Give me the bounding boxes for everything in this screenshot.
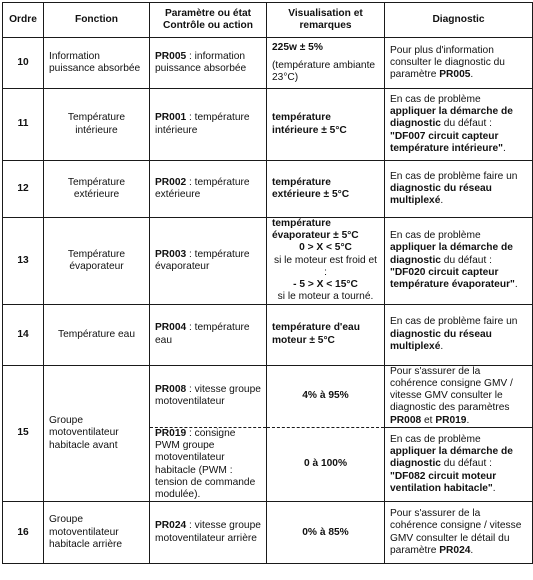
diag-end: . xyxy=(440,340,444,352)
param-text: : température intérieure xyxy=(155,112,250,136)
header-row xyxy=(3,3,533,38)
fonction-cell: Groupe motoventilateur habitacle arrière xyxy=(44,502,150,564)
fonction-cell: Température intérieure xyxy=(44,89,150,161)
table-row xyxy=(3,161,533,218)
vis-range-warm: - 5 > X < 15°C xyxy=(293,279,358,291)
ordre-cell: 16 xyxy=(3,502,44,564)
visualisation-cell xyxy=(267,304,385,365)
diag-text: Pour s'assurer de la cohérence consigne / vitesse GMV consulter le détail du paramètre xyxy=(390,508,522,556)
diag-pre: En cas de problème faire un xyxy=(390,316,518,328)
vis-note-warm: si le moteur a tourné. xyxy=(277,291,374,303)
header-fonction: Fonction xyxy=(44,3,150,38)
param-code: PR019 xyxy=(155,427,187,439)
diag-bold: appliquer la démarche de diagnostic xyxy=(390,106,513,130)
diagnostic-cell xyxy=(385,427,533,501)
parametre-cell xyxy=(150,89,267,161)
diag-end: . xyxy=(440,195,444,207)
param-code: PR024 xyxy=(155,520,187,532)
ordre-cell: 13 xyxy=(3,218,44,305)
ordre-cell: 11 xyxy=(3,89,44,161)
diag-quote: "DF082 circuit moteur ventilation habitacle" xyxy=(390,470,497,494)
parametre-cell xyxy=(150,218,267,305)
visualisation-cell xyxy=(267,38,385,89)
diag-code: PR008 xyxy=(390,414,422,426)
ordre-cell: 10 xyxy=(3,38,44,89)
diagnostic-cell xyxy=(385,365,533,427)
diagnostic-cell xyxy=(385,218,533,305)
vis-value: 4% à 95% xyxy=(302,390,349,402)
table-row xyxy=(3,89,533,161)
table-row xyxy=(3,365,533,427)
param-text: : information puissance absorbée xyxy=(155,50,247,74)
param-code: PR002 xyxy=(155,176,187,188)
parametre-cell xyxy=(150,427,267,501)
diag-mid: du défaut : xyxy=(440,254,492,266)
diag-bold: appliquer la démarche de diagnostic xyxy=(390,242,513,266)
param-code: PR008 xyxy=(155,383,187,395)
diag-and: et xyxy=(421,414,436,426)
diag-bold: appliquer la démarche de diagnostic xyxy=(390,446,513,470)
diagnostic-cell xyxy=(385,304,533,365)
ordre-cell: 14 xyxy=(3,304,44,365)
fonction-cell: Température extérieure xyxy=(44,161,150,218)
header-ordre: Ordre xyxy=(3,3,44,38)
ordre-cell: 12 xyxy=(3,161,44,218)
diag-text: Pour s'assurer de la cohérence consigne GMV / vitesse GMV consulter le diagnostic des paramètres xyxy=(390,365,513,414)
diag-mid: du défaut : xyxy=(440,458,492,470)
diag-end: . xyxy=(466,414,470,426)
diag-pre: En cas de problème xyxy=(390,230,481,242)
vis-value: 0 à 100% xyxy=(303,458,348,470)
diag-end: . xyxy=(492,482,496,494)
diag-text: Pour plus d'information consulter le diagnostic du paramètre xyxy=(390,44,505,81)
fonction-cell: Température eau xyxy=(44,304,150,365)
table-row xyxy=(3,218,533,305)
diag-mid: du défaut : xyxy=(440,118,492,130)
diag-code: PR024 xyxy=(439,544,471,556)
param-text: : vitesse groupe motoventilateur xyxy=(155,383,261,408)
param-text: : température évaporateur xyxy=(155,248,250,272)
parametre-cell xyxy=(150,38,267,89)
diagnostic-cell xyxy=(385,38,533,89)
vis-value: température d'eau moteur ± 5°C xyxy=(272,322,360,346)
diag-quote: "DF020 circuit capteur température évaporateur" xyxy=(390,266,515,291)
diag-pre: En cas de problème faire un xyxy=(390,170,518,182)
param-code: PR004 xyxy=(155,322,187,334)
vis-range-cold: 0 > X < 5°C xyxy=(299,242,352,254)
visualisation-cell xyxy=(267,427,385,501)
visualisation-cell xyxy=(267,89,385,161)
diagnostic-cell xyxy=(385,502,533,564)
header-parametre: Paramètre ou état Contrôle ou action xyxy=(150,3,267,38)
diag-end: . xyxy=(514,279,518,291)
param-code: PR003 xyxy=(155,248,187,260)
fonction-cell: Température évaporateur xyxy=(44,218,150,305)
diag-end: . xyxy=(502,142,506,154)
diag-quote: "DF007 circuit capteur température intérieure" xyxy=(390,130,503,154)
diag-bold: diagnostic du réseau multiplexé xyxy=(390,182,492,207)
table-row xyxy=(3,38,533,89)
diag-pre: En cas de problème xyxy=(390,93,481,105)
table-row xyxy=(3,502,533,564)
parametre-cell xyxy=(150,161,267,218)
fonction-cell: Information puissance absorbée xyxy=(44,38,150,89)
diag-end: . xyxy=(470,544,474,556)
diag-pre: En cas de problème xyxy=(390,433,481,445)
param-code: PR001 xyxy=(155,112,187,124)
param-text: : vitesse groupe motoventilateur arrière xyxy=(155,520,261,544)
vis-value: 225w ± 5% xyxy=(272,41,323,53)
parametre-cell xyxy=(150,502,267,564)
param-code: PR005 xyxy=(155,50,187,62)
table-row xyxy=(3,304,533,365)
diagnostic-cell xyxy=(385,89,533,161)
header-visualisation: Visualisation et remarques xyxy=(267,3,385,38)
vis-note: (température ambiante 23°C) xyxy=(272,59,376,84)
header-diagnostic: Diagnostic xyxy=(385,3,533,38)
visualisation-cell xyxy=(267,365,385,427)
diag-end: . xyxy=(470,69,474,81)
vis-value: 0% à 85% xyxy=(302,526,349,538)
vis-value: température intérieure ± 5°C xyxy=(272,112,347,136)
parametre-cell xyxy=(150,365,267,427)
param-text: : température extérieure xyxy=(155,176,250,200)
vis-note-cold: si le moteur est froid et : xyxy=(273,254,378,278)
param-text: : consigne PWM groupe motoventilateur habitacle (PWM : tension de commande modulée). xyxy=(155,427,256,500)
visualisation-cell xyxy=(267,502,385,564)
visualisation-cell xyxy=(267,218,385,305)
vis-value: température évaporateur ± 5°C xyxy=(272,218,359,242)
diag-code: PR019 xyxy=(435,414,467,426)
diagnostic-cell xyxy=(385,161,533,218)
diag-code: PR005 xyxy=(439,69,471,81)
vis-value: température extérieure ± 5°C xyxy=(272,176,350,200)
diagnostic-table-wrapper xyxy=(2,2,533,564)
diagnostic-table xyxy=(2,2,533,564)
diag-bold: diagnostic du réseau multiplexé xyxy=(390,328,492,352)
visualisation-cell xyxy=(267,161,385,218)
param-text: : température eau xyxy=(155,322,250,346)
ordre-cell: 15 xyxy=(3,365,44,502)
fonction-cell: Groupe motoventilateur habitacle avant xyxy=(44,365,150,502)
parametre-cell xyxy=(150,304,267,365)
